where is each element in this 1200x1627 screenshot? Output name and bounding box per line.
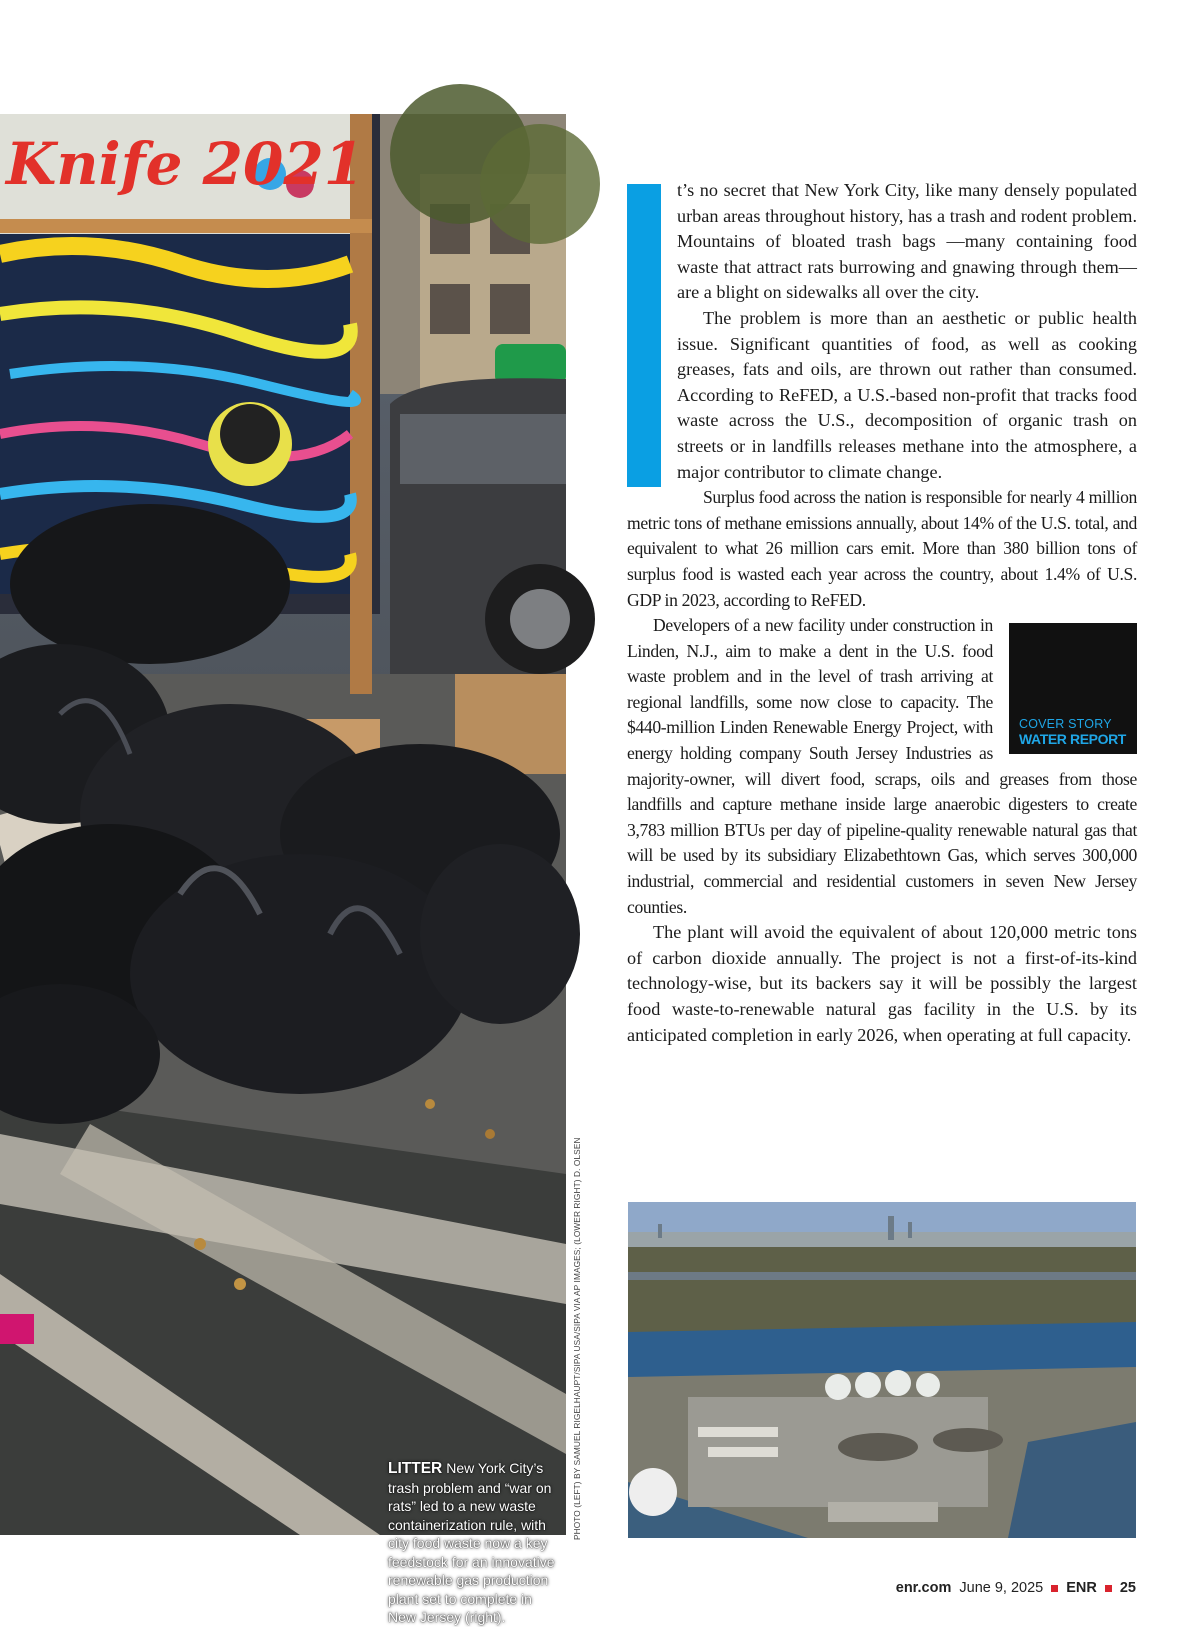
footer-page-number: 25 <box>1119 1580 1136 1596</box>
caption-title: LITTER <box>388 1460 443 1477</box>
street-trash-illustration <box>0 114 566 1535</box>
photo-caption <box>388 1459 558 1627</box>
cover-story-badge <box>1009 623 1137 754</box>
dropcap-bar <box>627 184 661 487</box>
aerial-illustration <box>628 1202 1136 1538</box>
photo-credit: PHOTO (LEFT) BY SAMUEL RIGELHAUPT/SIPA USA/SIPA VIA AP IMAGES; (LOWER RIGHT) D. OLSEN <box>572 1137 582 1540</box>
paragraph-2: The problem is more than an aesthetic or public health issue. Significant quantities of food, as well as cooking greases, fats and oils, are thrown out rather than consumed. According to ReFED, a U.S.-based non-profit that tracks food waste across the U.S., decomposition of organic trash on streets or in landfills releases methane into the atmosphere, a major contributor to climate change. <box>677 307 1137 482</box>
separator-square-icon <box>1051 1585 1058 1592</box>
street-trash-photo <box>0 114 566 1625</box>
separator-square-icon <box>1105 1585 1112 1592</box>
paragraph-5: The plant will avoid the equivalent of about 120,000 metric tons of carbon dioxide annually. The project is not a first-of-its-kind technology-wise, but its backers say it will be possibly the largest food waste-to-renewable natural gas facility in the U.S. by its anticipated completion in early 2026, when operating at full capacity. <box>627 922 1137 1045</box>
paragraph-4: Developers of a new facility under construction in Linden, N.J., aim to make a dent in the U.S. food waste problem and in the level of trash arriving at regional landfills, some now close to capacity. The $440-million Linden Renewable Energy Project, with energy holding company South Jersey Industries as majority-owner, will divert food, scraps, oils and greases from those landfills and capture methane inside large anaerobic digesters to create 3,783 million BTUs per day of pipeline-quality renewable natural gas that will be used by its subsidiary Elizabethtown Gas, which serves 300,000 industrial, commercial and residential customers in seven New Jersey counties. <box>627 615 1137 917</box>
caption-text: New York City’s trash problem and “war on rats” led to a new waste containerization rule, with city food waste now a key feedstock for an innovative renewable gas production plant set to complete in New Jersey (right). <box>388 1460 555 1625</box>
footer-magazine: ENR <box>1066 1580 1097 1596</box>
footer-date: June 9, 2025 <box>959 1580 1044 1596</box>
article-body <box>627 178 1137 1048</box>
paragraph-3: Surplus food across the nation is responsible for nearly 4 million metric tons of methane emissions annually, about 14% of the U.S. total, and equivalent to what 26 million cars emit. More than 380 billion tons of surplus food is wasted each year across the country, about 1.4% of U.S. GDP in 2023, according to ReFED. <box>627 487 1137 610</box>
cover-story-label: COVER STORY <box>1019 717 1112 732</box>
paragraph-1: t’s no secret that New York City, like many densely populated urban areas throughout history, has a trash and rodent problem. Mountains of bloated trash bags —many containing food waste that attract rats burrowing and gnawing through them—are a blight on sidewalks all over the city. <box>677 180 1137 303</box>
page-footer <box>896 1580 1136 1596</box>
footer-site: enr.com <box>895 1580 952 1596</box>
water-report-label: WATER REPORT <box>1019 731 1126 748</box>
graffiti-text: Knife 2021 <box>6 130 365 198</box>
aerial-plant-photo <box>628 1202 1136 1538</box>
